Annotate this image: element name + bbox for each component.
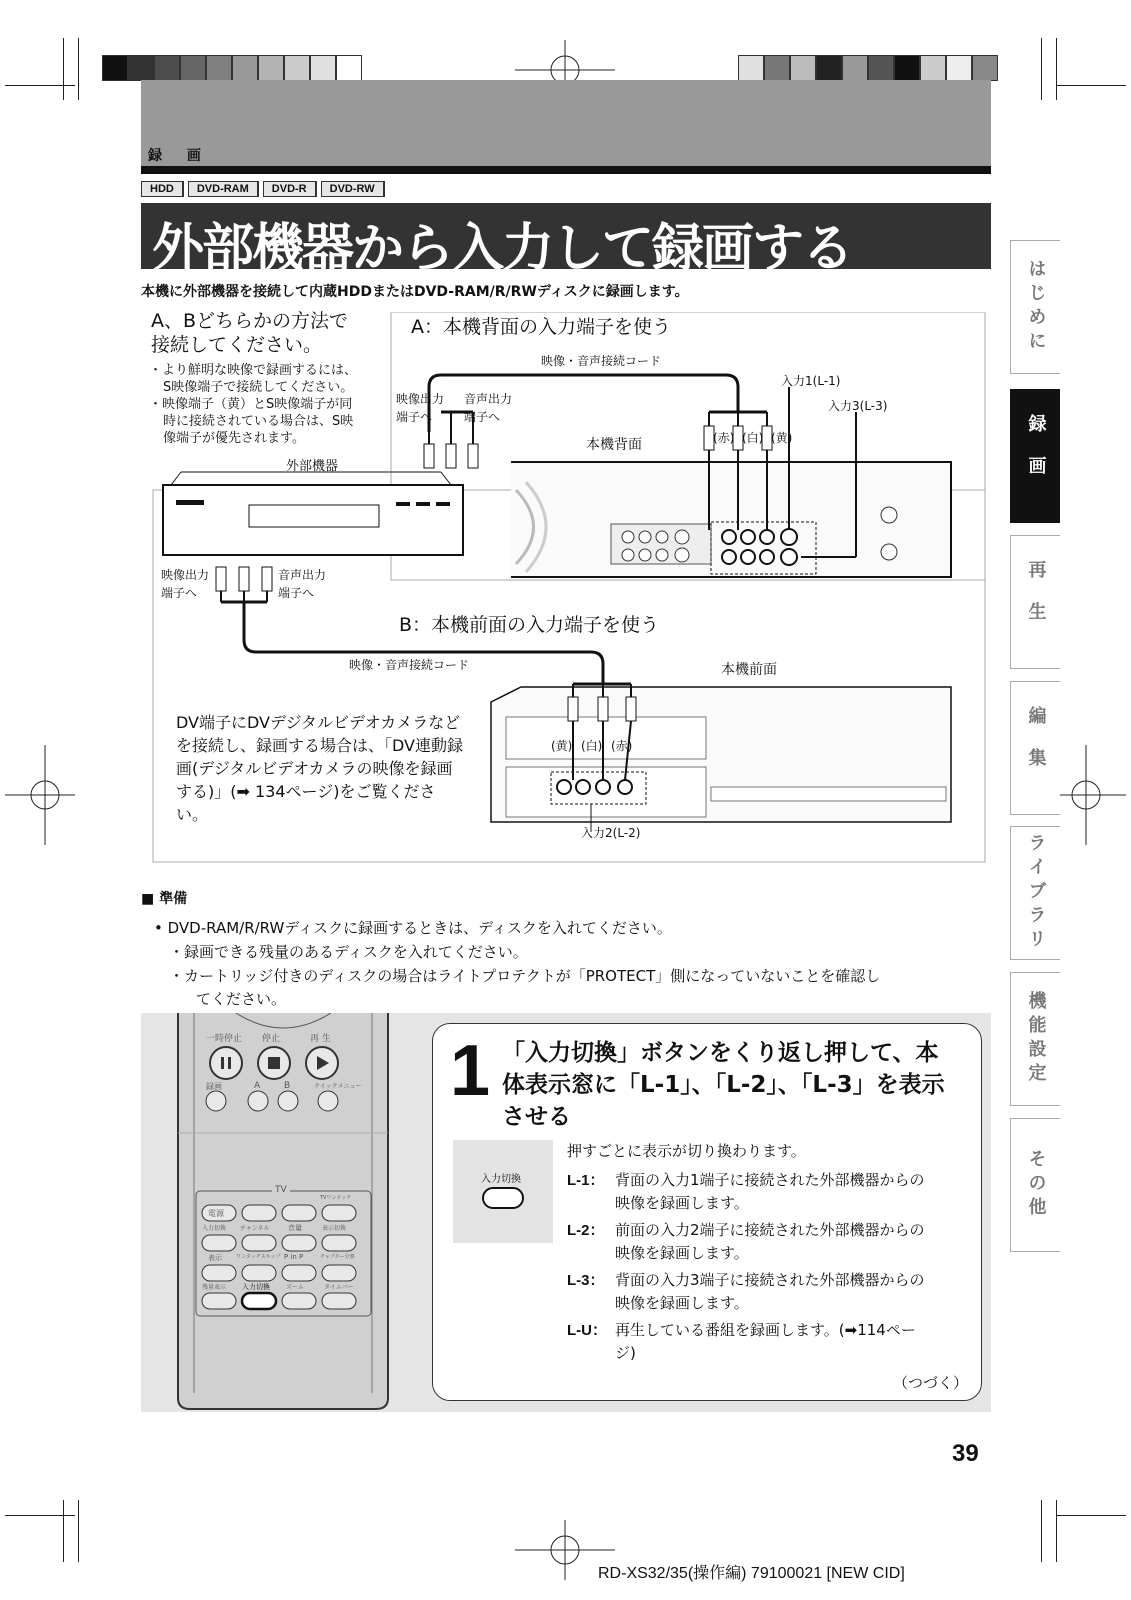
remote-label: 停止 [262,1034,281,1044]
front-panel-label: 本機前面 [721,662,777,678]
footer-code: RD-XS32/35(操作編) 79100021 [NEW CID] [598,1565,905,1582]
tab-recording[interactable]: 録画 [1010,389,1060,523]
crop-mark [1056,1515,1126,1516]
diagram-note: S映像端子で接続してください。 [163,380,354,395]
mode-code: L-3： [567,1272,605,1289]
remote-label: 一時停止 [206,1034,243,1044]
input-switch-button-illustration [453,1140,553,1243]
video-out-label: 映像出力 [396,392,445,406]
input-switch-button-icon [482,1187,524,1209]
dv-note: DV端子にDVデジタルビデオカメラなど [176,713,461,732]
remote-label: 表示 [208,1254,222,1262]
media-badges [141,181,385,197]
external-device-label: 外部機器 [286,459,339,474]
video-out-label: 映像出力 [161,568,210,582]
crop-mark [63,38,64,100]
yellow-label: (黄) [771,431,793,445]
header-band [141,80,991,168]
crop-mark [1056,38,1057,100]
crop-mark [1041,38,1042,100]
connection-diagram [141,312,991,865]
cable-label-b: 映像・音声接続コード [349,658,470,672]
audio-out-label: 音声出力 [464,392,513,406]
crop-mark [1056,1500,1057,1562]
mode-item [567,1319,977,1365]
remote-label: 入力切換 [242,1283,270,1291]
dv-note: を接続し、録画する場合は、「DV連動録 [176,736,463,755]
registration-mark-left [5,745,75,845]
remote-label: 電源 [208,1209,224,1218]
diagram-lead-1: A、Bどちらかの方法で [151,310,349,332]
audio-out-label: 音声出力 [278,568,327,582]
page-number: 39 [952,1440,979,1467]
badge-dvd-rw: DVD-RW [321,181,385,197]
preparation-item: • DVD-RAM/R/RWディスクに録画するときは、ディスクを入れてください。 [154,919,672,937]
cable-label-a: 映像・音声接続コード [541,354,662,368]
mode-code: L-U： [567,1322,607,1339]
input2-label: 入力2(L-2) [581,826,641,840]
step-title: 「入力切換」ボタンをくり返し押して、本 体表示窓に「L-1」、「L-2」、「L-3」を表示 させる [502,1040,945,1130]
crop-mark [5,85,75,86]
header-rule [141,166,991,174]
step-note: 押すごとに表示が切り換わります。 [567,1142,806,1160]
remote-label: 再 生 [310,1034,331,1044]
continued-label: （つづく） [893,1374,969,1392]
dv-note: い。 [176,805,209,824]
remote-illustration [176,1013,391,1412]
remote-label: TV [272,1185,290,1195]
mode-desc: 映像を録画します。 [615,1294,749,1312]
preparation-item: ・カートリッジ付きのディスクの場合はライトプロテクトが「PROTECT」側になっていないことを確認し [169,967,881,985]
red-label: (赤) [611,739,633,753]
crop-mark [1056,85,1126,86]
remote-label: チャンネル [240,1225,270,1232]
mode-item [567,1269,977,1315]
color-bar-right [738,55,998,81]
remote-label: 音量 [288,1224,302,1232]
remote-label: 表示切換 [322,1225,347,1232]
diagram-note: 時に接続されている場合は、S映 [163,414,354,429]
section-label: 録 画 [148,148,211,164]
color-bar-left [102,55,362,81]
input-switch-label: 入力切換 [481,1174,521,1185]
audio-out-label-2: 端子へ [278,586,315,600]
mode-item [567,1219,977,1265]
diagram-note: ・より鮮明な映像で録画するには、 [149,363,358,378]
mode-code: L-2： [567,1222,605,1239]
remote-label: 入力切換 [202,1225,227,1232]
audio-out-label-2: 端子へ [464,410,501,424]
mode-desc: 再生している番組を録画します。(➡114ペー [615,1321,916,1339]
white-label: (白) [581,739,603,753]
preparation-item: てください。 [196,990,287,1008]
mode-desc: 背面の入力1端子に接続された外部機器からの [615,1171,925,1189]
method-b-title: B：本機前面の入力端子を使う [399,614,660,636]
input1-label: 入力1(L-1) [781,374,841,388]
input3-label: 入力3(L-3) [828,399,888,413]
video-out-label-2: 端子へ [396,410,433,424]
crop-mark [78,38,79,100]
remote-label: ワンタッチスキップ [236,1254,281,1260]
mode-code: L-1： [567,1172,605,1189]
page-title: 外部機器から入力して録画する [152,219,853,279]
dv-note: する)」(➡ 134ページ)をご覧くださ [176,782,436,801]
mode-desc: 前面の入力2端子に接続された外部機器からの [615,1221,925,1239]
video-out-label-2: 端子へ [161,586,198,600]
mode-item [567,1169,977,1215]
badge-dvd-ram: DVD-RAM [188,181,259,197]
rear-panel-label: 本機背面 [586,437,642,453]
remote-label: タイムバー [324,1284,354,1291]
remote-label: B [284,1081,291,1091]
registration-mark-right [1056,745,1126,845]
mode-desc: ジ) [615,1344,636,1362]
diagram-lead-2: 接続してください。 [151,334,323,356]
remote-label: クイックメニュー [314,1083,362,1090]
remote-label: ズーム [286,1284,304,1291]
remote-label: チャプター分割 [320,1254,355,1260]
yellow-label: (黄) [551,739,573,753]
crop-mark [5,1515,75,1516]
remote-label: TVワンタッチ [320,1195,352,1201]
dv-note: 画(デジタルビデオカメラの映像を録画 [176,759,453,778]
tab-getting-started[interactable]: はじめに [1010,240,1060,374]
method-a-title: A：本機背面の入力端子を使う [411,316,671,338]
remote-label: 録画 [206,1082,222,1091]
white-label: (白) [742,431,764,445]
badge-hdd: HDD [141,181,184,197]
mode-desc: 映像を録画します。 [615,1244,749,1262]
remote-label: A [254,1081,261,1091]
tab-other[interactable]: その他 [1010,1118,1060,1252]
preparation-heading: ■ 準備 [141,891,188,907]
remote-label: P in P [284,1253,304,1261]
badge-dvd-r: DVD-R [263,181,317,197]
diagram-note: ・映像端子（黄）とS映像端子が同 [149,397,353,412]
preparation-item: ・録画できる残量のあるディスクを入れてください。 [169,943,528,961]
crop-mark [1041,1500,1042,1562]
remote-label: 残量表示 [202,1284,227,1291]
tab-editing[interactable]: 編集 [1010,681,1060,815]
tab-settings[interactable]: 機能設定 [1010,972,1060,1106]
mode-desc: 映像を録画します。 [615,1194,749,1212]
crop-mark [78,1500,79,1562]
step-number: 1 [450,1031,491,1111]
tab-playback[interactable]: 再生 [1010,535,1060,669]
intro-text: 本機に外部機器を接続して内蔵HDDまたはDVD-RAM/R/RWディスクに録画します。 [141,284,689,300]
mode-desc: 背面の入力3端子に接続された外部機器からの [615,1271,925,1289]
crop-mark [63,1500,64,1562]
red-label: (赤) [713,431,735,445]
diagram-note: 像端子が優先されます。 [163,431,305,446]
tab-library[interactable]: ライブラリ [1010,826,1060,960]
